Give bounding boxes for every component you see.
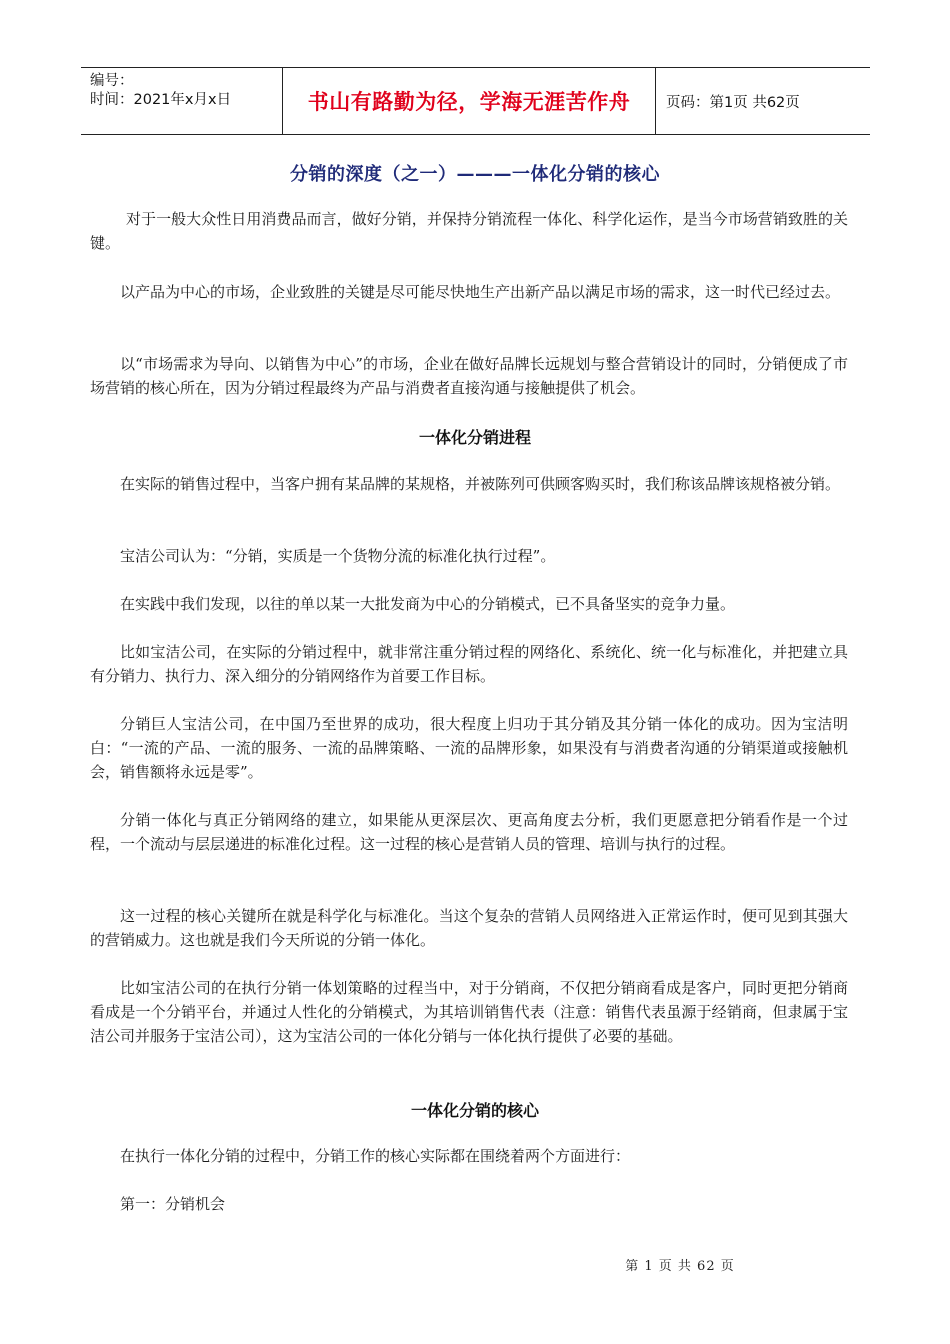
section-title-process: 一体化分销进程 [418,428,531,447]
paragraph: 这一过程的核心关键所在就是科学化与标准化。当这个复杂的营销人员网络进入正常运作时，便可见到其强大的营销威力。这也就是我们今天所说的分销一体化。 [90,907,848,949]
document-title: 分销的深度（之一）———一体化分销的核心 [290,164,660,185]
section-title-core: 一体化分销的核心 [410,1101,539,1120]
paragraph: 比如宝洁公司，在实际的分销过程中，就非常注重分销过程的网络化、系统化、统一化与标准化，并把建立具有分销力、执行力、深入细分的分销网络作为首要工作目标。 [90,643,848,685]
page-footer: 第 1 页 共 62 页 [625,1259,735,1274]
header-motto: 书山有路勤为径，学海无涯苦作舟 [282,68,656,134]
paragraph: 以产品为中心的市场，企业致胜的关键是尽可能尽快地生产出新产品以满足市场的需求，这一时代已经过去。 [120,283,841,301]
paragraph: 宝洁公司认为：“分销，实质是一个货物分流的标准化执行过程”。 [120,547,556,565]
document-header [81,67,870,135]
header-meta [81,68,282,134]
paragraph: 在执行一体化分销的过程中，分销工作的核心实际都在围绕着两个方面进行： [120,1147,631,1165]
time-label: 时间：2021年x月x日 [90,92,232,108]
number-label: 编号： [90,73,134,89]
header-page-info: 页码：第1页 共62页 [666,94,800,111]
paragraph: 第一：分销机会 [120,1195,226,1213]
paragraph: 对于一般大众性日用消费品而言，做好分销，并保持分销流程一体化、科学化运作，是当今市场营销致胜的关键。 [90,210,848,252]
paragraph: 以“市场需求为导向、以销售为中心”的市场，企业在做好品牌长远规划与整合营销设计的同时，分销便成了市场营销的核心所在，因为分销过程最终为产品与消费者直接沟通与接触提供了机会。 [90,355,848,397]
paragraph: 在实际的销售过程中，当客户拥有某品牌的某规格，并被陈列可供顾客购买时，我们称该品牌该规格被分销。 [120,475,841,493]
paragraph: 比如宝洁公司的在执行分销一体划策略的过程当中，对于分销商，不仅把分销商看成是客户，同时更把分销商看成是一个分销平台，并通过人性化的分销模式，为其培训销售代表（注意：销售代表虽源于经销商，但隶属于宝洁公司并服务于宝洁公司），这为宝洁公司的一体化分销与一体化执行提供了必要的基础。 [90,979,848,1045]
paragraph: 在实践中我们发现，以往的单以某一大批发商为中心的分销模式，已不具备坚实的竞争力量。 [120,595,736,613]
paragraph: 分销巨人宝洁公司，在中国乃至世界的成功，很大程度上归功于其分销及其分销一体化的成功。因为宝洁明白：“一流的产品、一流的服务、一流的品牌策略、一流的品牌形象，如果没有与消费者沟通的分销渠道或接触机会，销售额将永远是零”。 [90,715,848,781]
paragraph: 分销一体化与真正分销网络的建立，如果能从更深层次、更高角度去分析，我们更愿意把分销看作是一个过程，一个流动与层层递进的标准化过程。这一过程的核心是营销人员的管理、培训与执行的过程。 [90,811,848,853]
